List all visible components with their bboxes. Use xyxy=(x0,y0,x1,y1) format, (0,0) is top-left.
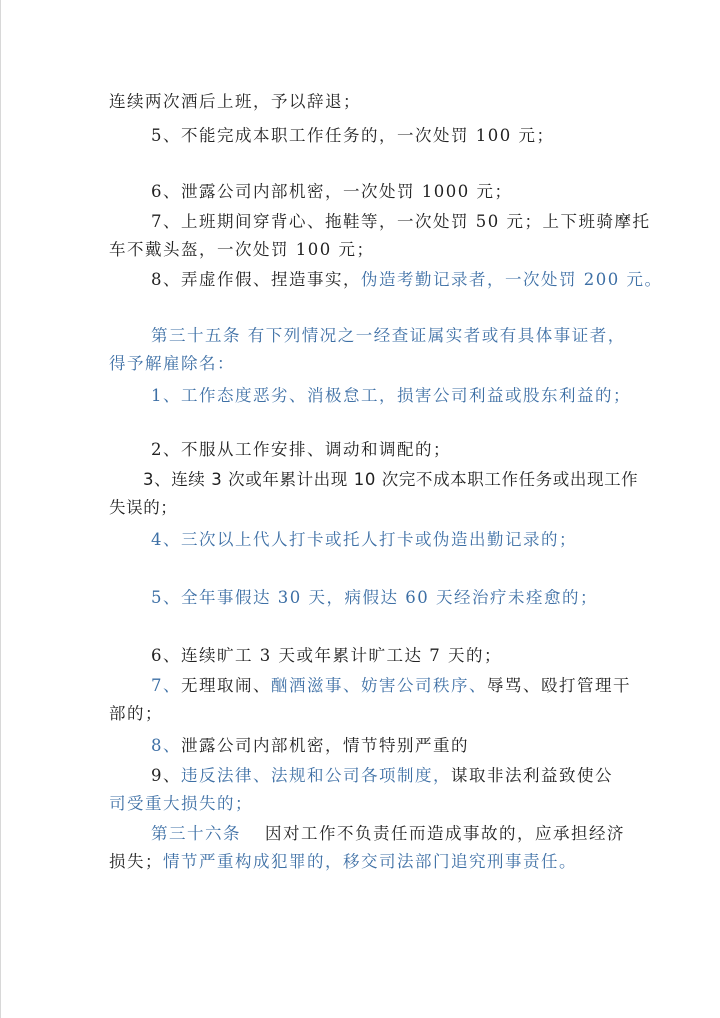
text-segment: 谋取非法利益致使公 xyxy=(451,766,613,785)
article-36-line xyxy=(151,824,625,844)
text-line: 1、工作态度恶劣、消极怠工，损害公司利益或股东利益的； xyxy=(151,386,631,405)
text-segment: 9、 xyxy=(151,766,181,785)
text-segment: 违反法律、法规和公司各项制度， xyxy=(181,766,451,785)
article-35-heading: 第三十五条 有下列情况之一经查证属实者或有具体事证者， xyxy=(151,326,626,345)
text-line: 4、三次以上代人打卡或托人打卡或伪造出勤记录的； xyxy=(151,530,577,549)
text-line: 5、不能完成本职工作任务的，一次处罚 100 元； xyxy=(151,126,555,145)
text-line: 得予解雇除名： xyxy=(109,354,235,373)
text-segment: 7、 xyxy=(151,676,181,695)
text-line xyxy=(151,270,662,290)
text-line: 连续两次酒后上班，予以辞退； xyxy=(109,92,361,111)
text-segment: 泄露公司内部机密，情节特别严重的 xyxy=(181,736,469,755)
text-segment: 辱骂、殴打管理干 xyxy=(487,676,631,695)
text-line: 司受重大损失的； xyxy=(109,794,253,813)
text-line xyxy=(151,766,613,786)
text-line: 7、上班期间穿背心、拖鞋等，一次处罚 50 元；上下班骑摩托 xyxy=(151,212,651,231)
text-line: 车不戴头盔，一次处罚 100 元； xyxy=(109,240,375,259)
text-line xyxy=(109,852,577,872)
text-segment: 情节严重构成犯罪的，移交司法部门追究刑事责任。 xyxy=(163,852,577,871)
text-segment: 无理取闹、 xyxy=(181,676,271,695)
text-line: 2、不服从工作安排、调动和调配的； xyxy=(151,440,451,459)
text-line xyxy=(151,736,469,756)
text-segment: 损失； xyxy=(109,852,163,871)
text-segment: 因对工作不负责任而造成事故的，应承担经济 xyxy=(265,824,625,843)
text-line: 部的； xyxy=(109,704,163,723)
text-line: 失误的； xyxy=(109,498,178,517)
article-36-heading: 第三十六条 xyxy=(151,824,241,843)
text-line: 5、全年事假达 30 天，病假达 60 天经治疗未痊愈的； xyxy=(151,588,598,607)
text-segment: 酗酒滋事、妨害公司秩序、 xyxy=(271,676,487,695)
text-segment: 伪造考勤记录者，一次处罚 200 元。 xyxy=(361,270,663,289)
text-line xyxy=(151,676,631,696)
text-segment: 8、弄虚作假、捏造事实， xyxy=(151,270,361,289)
text-segment: 8、 xyxy=(151,736,181,755)
text-line: 6、连续旷工 3 天或年累计旷工达 7 天的； xyxy=(151,646,502,665)
text-line: 3、连续 3 次或年累计出现 10 次完不成本职工作任务或出现工作 xyxy=(143,470,639,489)
text-line: 6、泄露公司内部机密，一次处罚 1000 元； xyxy=(151,182,513,201)
